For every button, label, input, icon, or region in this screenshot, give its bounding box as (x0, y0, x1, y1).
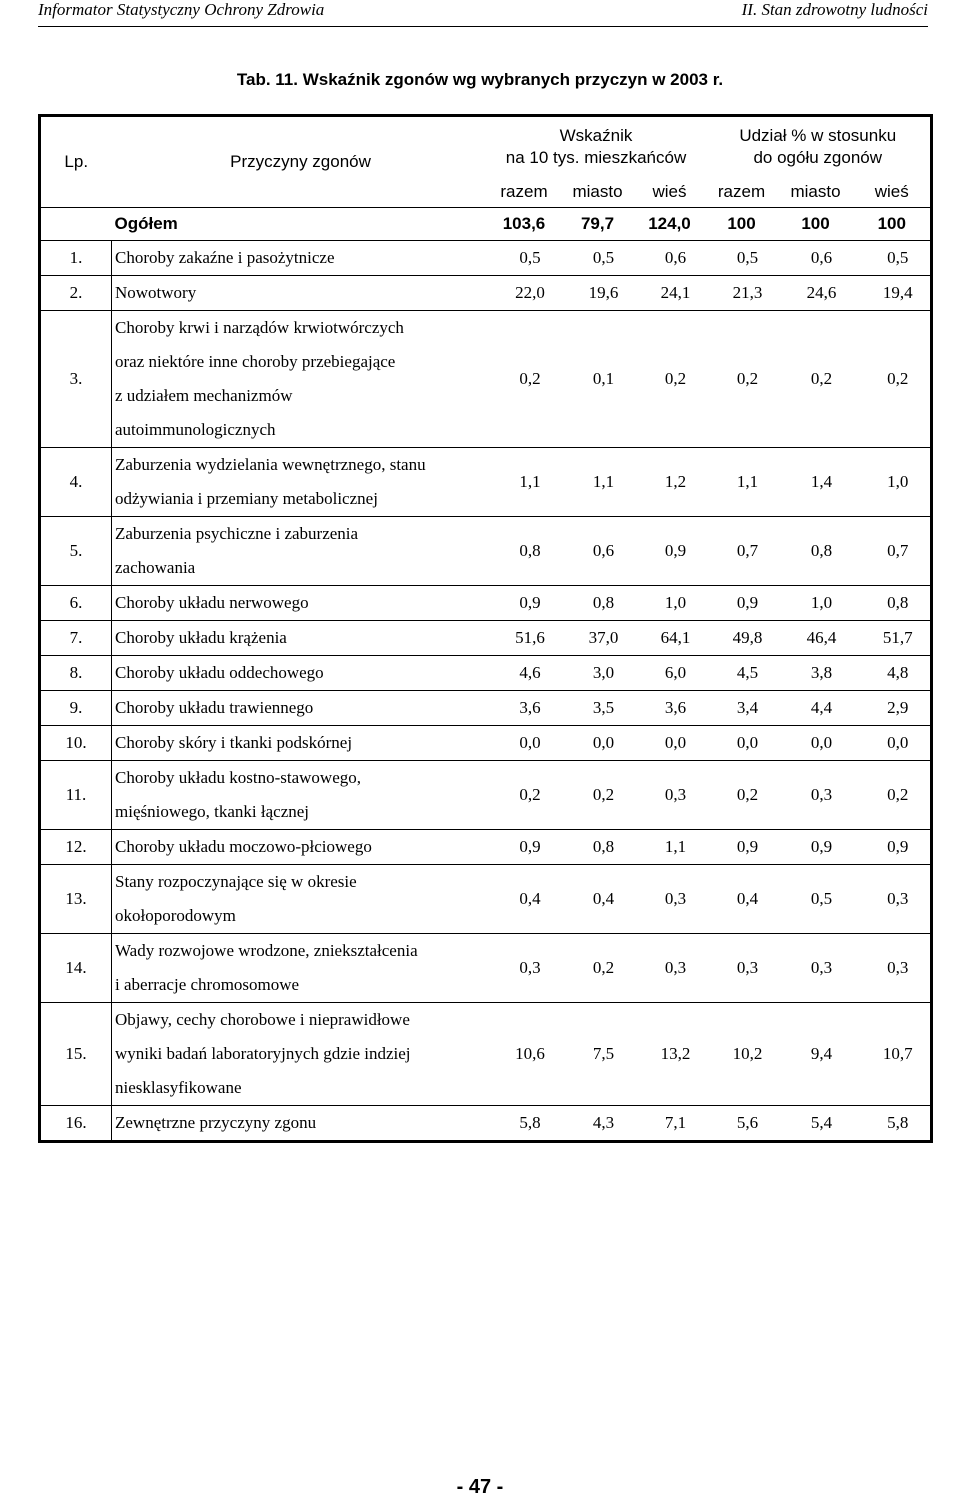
row-number: 11. (40, 761, 112, 830)
value-cell: 0,5 (487, 241, 562, 276)
value-cell: 0,3 (634, 934, 706, 1003)
value-cell: 0,4 (487, 865, 562, 934)
cause-cell (112, 934, 487, 1003)
cause-cell (112, 865, 487, 934)
value-cell: 0,2 (854, 311, 932, 448)
row-number: 16. (40, 1106, 112, 1142)
cause-text-line: Zaburzenia wydzielania wewnętrznego, stanu (115, 455, 426, 474)
value-cell: 0,3 (778, 761, 854, 830)
value-cell: 0,0 (706, 726, 778, 761)
value-cell: 0,3 (854, 934, 932, 1003)
value-cell: 0,8 (854, 586, 932, 621)
value-cell: 1,1 (634, 830, 706, 865)
value-cell: 0,2 (562, 934, 634, 1003)
value-cell: 4,8 (854, 656, 932, 691)
value-cell: 0,5 (854, 241, 932, 276)
value-cell: 0,3 (487, 934, 562, 1003)
value-cell: 5,8 (854, 1106, 932, 1142)
value-cell: 1,4 (778, 448, 854, 517)
cause-text-line: Nowotwory (115, 283, 197, 302)
value-cell: 24,6 (778, 276, 854, 311)
value-cell: 0,2 (562, 761, 634, 830)
cause-text-line: zachowania (115, 558, 196, 577)
value-cell: 0,9 (706, 830, 778, 865)
column-group-rate-line2: na 10 tys. mieszkańców (505, 148, 687, 167)
cause-text-line: Choroby zakaźne i pasożytnicze (115, 248, 335, 267)
value-cell: 0,0 (778, 726, 854, 761)
value-cell: 49,8 (706, 621, 778, 656)
value-cell: 19,6 (562, 276, 634, 311)
cause-cell (112, 276, 487, 311)
total-value: 79,7 (562, 208, 634, 241)
cause-cell (112, 691, 487, 726)
table-row (40, 621, 932, 656)
subcolumn-header: wieś (874, 182, 909, 201)
column-group-rate (487, 116, 706, 178)
value-cell: 3,6 (487, 691, 562, 726)
table-row (40, 1106, 932, 1142)
row-number: 2. (40, 276, 112, 311)
table-row (40, 311, 932, 448)
subcolumn-header: razem (717, 182, 766, 201)
value-cell: 0,0 (562, 726, 634, 761)
value-cell: 1,1 (706, 448, 778, 517)
table-row (40, 830, 932, 865)
value-cell: 0,9 (487, 586, 562, 621)
value-cell: 3,5 (562, 691, 634, 726)
value-cell: 9,4 (778, 1003, 854, 1106)
subcolumn-header: miasto (790, 182, 841, 201)
table-row (40, 1003, 932, 1106)
value-cell: 0,2 (634, 311, 706, 448)
value-cell: 0,0 (634, 726, 706, 761)
value-cell: 0,2 (778, 311, 854, 448)
row-number: 7. (40, 621, 112, 656)
value-cell: 7,5 (562, 1003, 634, 1106)
cause-text-line: Choroby skóry i tkanki podskórnej (115, 733, 353, 752)
value-cell: 0,2 (706, 311, 778, 448)
value-cell: 13,2 (634, 1003, 706, 1106)
cause-cell (112, 621, 487, 656)
cause-cell (112, 830, 487, 865)
table-row (40, 276, 932, 311)
header-publication-title: Informator Statystyczny Ochrony Zdrowia (38, 0, 325, 19)
value-cell: 0,3 (634, 865, 706, 934)
value-cell: 0,3 (778, 934, 854, 1003)
cause-text-line: i aberracje chromosomowe (115, 975, 300, 994)
value-cell: 2,9 (854, 691, 932, 726)
column-group-share (706, 116, 932, 178)
cause-cell (112, 517, 487, 586)
value-cell: 0,8 (487, 517, 562, 586)
value-cell: 1,0 (778, 586, 854, 621)
table-row (40, 726, 932, 761)
row-number: 1. (40, 241, 112, 276)
value-cell: 0,1 (562, 311, 634, 448)
value-cell: 0,6 (778, 241, 854, 276)
value-cell: 0,4 (562, 865, 634, 934)
value-cell: 0,5 (562, 241, 634, 276)
value-cell: 0,3 (706, 934, 778, 1003)
cause-text-line: Choroby układu oddechowego (115, 663, 324, 682)
value-cell: 0,9 (706, 586, 778, 621)
cause-cell (112, 1106, 487, 1142)
value-cell: 22,0 (487, 276, 562, 311)
value-cell: 10,6 (487, 1003, 562, 1106)
value-cell: 0,4 (706, 865, 778, 934)
value-cell: 5,8 (487, 1106, 562, 1142)
value-cell: 3,6 (634, 691, 706, 726)
row-number: 3. (40, 311, 112, 448)
value-cell: 0,9 (854, 830, 932, 865)
value-cell: 0,8 (562, 830, 634, 865)
row-number: 13. (40, 865, 112, 934)
value-cell: 46,4 (778, 621, 854, 656)
value-cell: 0,5 (778, 865, 854, 934)
cause-text-line: Choroby układu nerwowego (115, 593, 309, 612)
value-cell: 0,6 (634, 241, 706, 276)
value-cell: 0,0 (854, 726, 932, 761)
value-cell: 0,3 (854, 865, 932, 934)
cause-cell (112, 761, 487, 830)
value-cell: 4,3 (562, 1106, 634, 1142)
cause-text-line: z udziałem mechanizmów (115, 386, 293, 405)
table-row (40, 761, 932, 830)
cause-cell (112, 241, 487, 276)
table-row (40, 241, 932, 276)
cause-cell (112, 448, 487, 517)
value-cell: 0,7 (706, 517, 778, 586)
value-cell: 0,0 (487, 726, 562, 761)
cause-cell (112, 586, 487, 621)
value-cell: 51,7 (854, 621, 932, 656)
value-cell: 10,7 (854, 1003, 932, 1106)
subcolumn-header: miasto (572, 182, 623, 201)
cause-text-line: Zewnętrzne przyczyny zgonu (115, 1113, 317, 1132)
total-lp (40, 208, 112, 241)
row-number: 8. (40, 656, 112, 691)
cause-cell (112, 1003, 487, 1106)
mortality-table (38, 114, 933, 1143)
value-cell: 0,5 (706, 241, 778, 276)
value-cell: 0,8 (778, 517, 854, 586)
value-cell: 10,2 (706, 1003, 778, 1106)
total-value: 100 (854, 208, 932, 241)
table-row (40, 586, 932, 621)
page-number: - 47 - (456, 1476, 504, 1498)
cause-text-line: autoimmunologicznych (115, 420, 276, 439)
cause-cell (112, 311, 487, 448)
value-cell: 6,0 (634, 656, 706, 691)
value-cell: 24,1 (634, 276, 706, 311)
column-group-share-line1: Udział % w stosunku (739, 126, 897, 145)
value-cell: 0,3 (634, 761, 706, 830)
total-value: 100 (778, 208, 854, 241)
value-cell: 1,0 (854, 448, 932, 517)
value-cell: 0,2 (854, 761, 932, 830)
table-row (40, 448, 932, 517)
subcolumn-header: wieś (652, 182, 687, 201)
value-cell: 3,0 (562, 656, 634, 691)
value-cell: 1,1 (562, 448, 634, 517)
cause-text-line: wyniki badań laboratoryjnych gdzie indziej (115, 1044, 411, 1063)
value-cell: 64,1 (634, 621, 706, 656)
value-cell: 0,9 (634, 517, 706, 586)
cause-text-line: niesklasyfikowane (115, 1078, 242, 1097)
total-value: 100 (706, 208, 778, 241)
value-cell: 4,5 (706, 656, 778, 691)
column-group-rate-line1: Wskaźnik (559, 126, 633, 145)
value-cell: 37,0 (562, 621, 634, 656)
cause-text-line: Choroby układu trawiennego (115, 698, 314, 717)
cause-text-line: Choroby krwi i narządów krwiotwórczych (115, 318, 404, 337)
cause-text-line: Zaburzenia psychiczne i zaburzenia (115, 524, 359, 543)
total-value: 103,6 (487, 208, 562, 241)
value-cell: 0,9 (487, 830, 562, 865)
value-cell: 0,9 (778, 830, 854, 865)
cause-text-line: Stany rozpoczynające się w okresie (115, 872, 357, 891)
value-cell: 0,6 (562, 517, 634, 586)
cause-text-line: Choroby układu krążenia (115, 628, 287, 647)
value-cell: 0,2 (706, 761, 778, 830)
row-number: 14. (40, 934, 112, 1003)
value-cell: 4,6 (487, 656, 562, 691)
table-row (40, 517, 932, 586)
column-header-lp: Lp. (64, 152, 89, 171)
row-number: 12. (40, 830, 112, 865)
cause-text-line: mięśniowego, tkanki łącznej (115, 802, 310, 821)
table-row (40, 656, 932, 691)
total-label: Ogółem (112, 208, 487, 241)
cause-text-line: Wady rozwojowe wrodzone, zniekształcenia (115, 941, 418, 960)
row-number: 5. (40, 517, 112, 586)
cause-text-line: Objawy, cechy chorobowe i nieprawidłowe (115, 1010, 410, 1029)
value-cell: 7,1 (634, 1106, 706, 1142)
value-cell: 5,6 (706, 1106, 778, 1142)
row-number: 9. (40, 691, 112, 726)
table-row (40, 691, 932, 726)
running-header (38, 0, 928, 27)
row-number: 4. (40, 448, 112, 517)
cause-cell (112, 726, 487, 761)
cause-text-line: oraz niektóre inne choroby przebiegające (115, 352, 396, 371)
table-row (40, 865, 932, 934)
value-cell: 19,4 (854, 276, 932, 311)
value-cell: 1,0 (634, 586, 706, 621)
column-group-share-line2: do ogółu zgonów (753, 148, 883, 167)
value-cell: 3,4 (706, 691, 778, 726)
value-cell: 5,4 (778, 1106, 854, 1142)
row-number: 10. (40, 726, 112, 761)
cause-cell (112, 656, 487, 691)
table-title: Tab. 11. Wskaźnik zgonów wg wybranych przyczyn w 2003 r. (236, 70, 724, 89)
value-cell: 1,1 (487, 448, 562, 517)
value-cell: 0,7 (854, 517, 932, 586)
subcolumn-header: razem (500, 182, 548, 201)
value-cell: 51,6 (487, 621, 562, 656)
value-cell: 0,8 (562, 586, 634, 621)
value-cell: 3,8 (778, 656, 854, 691)
total-value: 124,0 (634, 208, 706, 241)
row-number: 6. (40, 586, 112, 621)
value-cell: 0,2 (487, 761, 562, 830)
total-row (40, 208, 932, 241)
header-row (40, 116, 932, 178)
value-cell: 21,3 (706, 276, 778, 311)
value-cell: 0,2 (487, 311, 562, 448)
cause-text-line: Choroby układu moczowo-płciowego (115, 837, 372, 856)
cause-text-line: odżywiania i przemiany metabolicznej (115, 489, 378, 508)
row-number: 15. (40, 1003, 112, 1106)
cause-text-line: okołoporodowym (115, 906, 236, 925)
header-section-title: II. Stan zdrowotny ludności (741, 0, 928, 19)
value-cell: 1,2 (634, 448, 706, 517)
column-header-cause: Przyczyny zgonów (230, 152, 371, 171)
cause-text-line: Choroby układu kostno-stawowego, (115, 768, 362, 787)
value-cell: 4,4 (778, 691, 854, 726)
table-row (40, 934, 932, 1003)
